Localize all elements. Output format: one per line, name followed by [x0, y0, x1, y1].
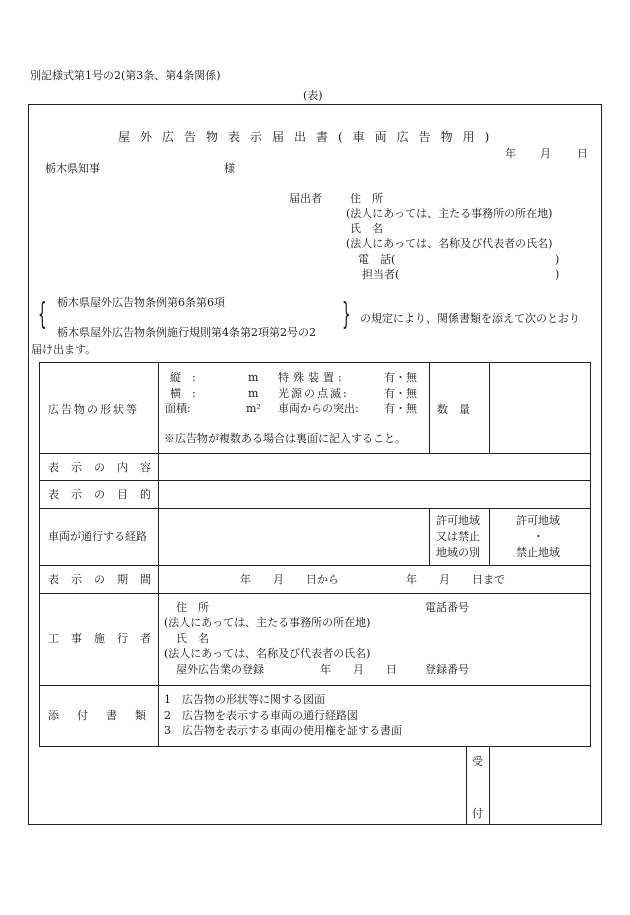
applicant-phone-label: 電 話(	[358, 253, 396, 266]
quantity-value-divider	[489, 362, 490, 453]
receipt-left-line	[466, 746, 467, 825]
period-label: 表示の期間	[48, 573, 163, 586]
contractor-label: 工事施行者	[48, 632, 163, 645]
applicant-person-label: 担当者(	[362, 268, 400, 281]
light-blink-yes-no: 有・無	[384, 387, 417, 400]
applicant-label: 届出者	[289, 192, 322, 205]
contractor-phone: 電話番号	[425, 601, 469, 614]
route-dot: ・	[533, 530, 544, 543]
route-area-head2: 又は禁止	[436, 530, 480, 543]
display-content-label: 表示の内容	[48, 461, 163, 474]
attachment-item-1: 1 広告物の形状等に関する図面	[164, 693, 325, 706]
table-right-line	[590, 362, 591, 746]
row-line-3	[39, 508, 591, 509]
applicant-phone-close: )	[555, 253, 560, 266]
table-left-line	[39, 362, 40, 746]
light-blink-label: 光源の点滅:	[278, 387, 349, 400]
applicant-address-note: (法人にあっては、主たる事務所の所在地)	[346, 207, 553, 220]
attachment-item-3: 3 広告物を表示する車両の使用権を証する書面	[164, 724, 402, 737]
row-line-2	[39, 480, 591, 481]
label-column-line	[158, 362, 159, 746]
table-top-line	[39, 362, 591, 363]
attachments-label: 添付書類	[48, 709, 164, 722]
protrusion-label: 車両からの突出:	[278, 402, 359, 415]
row-line-1	[39, 453, 591, 454]
shape-area-unit: m²	[246, 402, 261, 415]
addressee-honorific: 様	[224, 162, 235, 175]
shape-width-unit: m	[248, 387, 259, 400]
row-line-7	[39, 746, 591, 747]
addressee: 栃木県知事	[45, 162, 100, 175]
contractor-reg-number: 登録番号	[425, 663, 469, 676]
applicant-person-close: )	[555, 268, 560, 281]
row-line-4	[39, 565, 591, 566]
contractor-registration: 屋外広告業の登録	[176, 663, 264, 676]
shape-label: 広告物の形状等	[48, 403, 139, 416]
route-area-divider	[429, 508, 430, 565]
route-prohibit: 禁止地域	[516, 546, 560, 559]
shape-note: ※広告物が複数ある場合は裏面に記入すること。	[164, 432, 406, 445]
receipt-label-bottom: 付	[472, 807, 483, 820]
date-month: 月	[540, 147, 551, 160]
form-number: 別記様式第1号の2(第3条、第4条関係)	[30, 69, 221, 82]
special-device-label: 特殊装置:	[278, 371, 346, 384]
shape-height-label: 縦 :	[170, 371, 196, 384]
route-area-head3: 地域の別	[436, 546, 480, 559]
form-side-label: (表)	[303, 89, 323, 102]
route-label: 車両が通行する経路	[48, 530, 147, 543]
shape-width-label: 横 :	[170, 387, 196, 400]
regulation-suffix: の規定により、関係書類を添えて次のとおり	[360, 312, 580, 325]
attachment-item-2: 2 広告物を表示する車両の通行経路図	[164, 709, 358, 722]
form-title: 屋外広告物表示届出書(車両広告物用)	[118, 130, 500, 144]
contractor-name-note: (法人にあっては、名称及び代表者の氏名)	[164, 647, 371, 660]
contractor-name: 氏 名	[176, 632, 209, 645]
shape-quantity-divider	[429, 362, 430, 453]
receipt-label-top: 受	[472, 755, 483, 768]
protrusion-yes-no: 有・無	[384, 402, 417, 415]
left-brace: {	[38, 297, 47, 332]
period-to: 年 月 日まで	[406, 573, 505, 586]
regulation-line3: 届け出ます。	[31, 343, 97, 356]
contractor-reg-date: 年 月 日	[320, 663, 397, 676]
regulation-line2: 栃木県屋外広告物条例施行規則第4条第2項第2号の2	[57, 326, 316, 339]
route-area-value-divider	[489, 508, 490, 565]
date-year: 年	[505, 147, 516, 160]
row-line-6	[39, 685, 591, 686]
applicant-address-label: 住 所	[350, 192, 383, 205]
receipt-divider-line	[489, 746, 490, 825]
shape-height-unit: m	[248, 371, 259, 384]
period-from: 年 月 日から	[240, 573, 339, 586]
route-permit: 許可地域	[516, 514, 560, 527]
regulation-line1: 栃木県屋外広告物条例第6条第6項	[57, 296, 225, 309]
row-line-5	[39, 593, 591, 594]
date-day: 日	[577, 147, 588, 160]
contractor-address-note: (法人にあっては、主たる事務所の所在地)	[164, 616, 371, 629]
applicant-name-label: 氏 名	[350, 222, 383, 235]
shape-area-label: 面積:	[165, 402, 191, 415]
route-area-head1: 許可地域	[436, 514, 480, 527]
quantity-label: 数 量	[437, 403, 470, 416]
display-purpose-label: 表示の目的	[48, 488, 163, 501]
right-brace: }	[342, 297, 351, 332]
applicant-name-note: (法人にあっては、名称及び代表者の氏名)	[346, 237, 553, 250]
contractor-address: 住 所	[176, 601, 209, 614]
special-device-yes-no: 有・無	[384, 371, 417, 384]
